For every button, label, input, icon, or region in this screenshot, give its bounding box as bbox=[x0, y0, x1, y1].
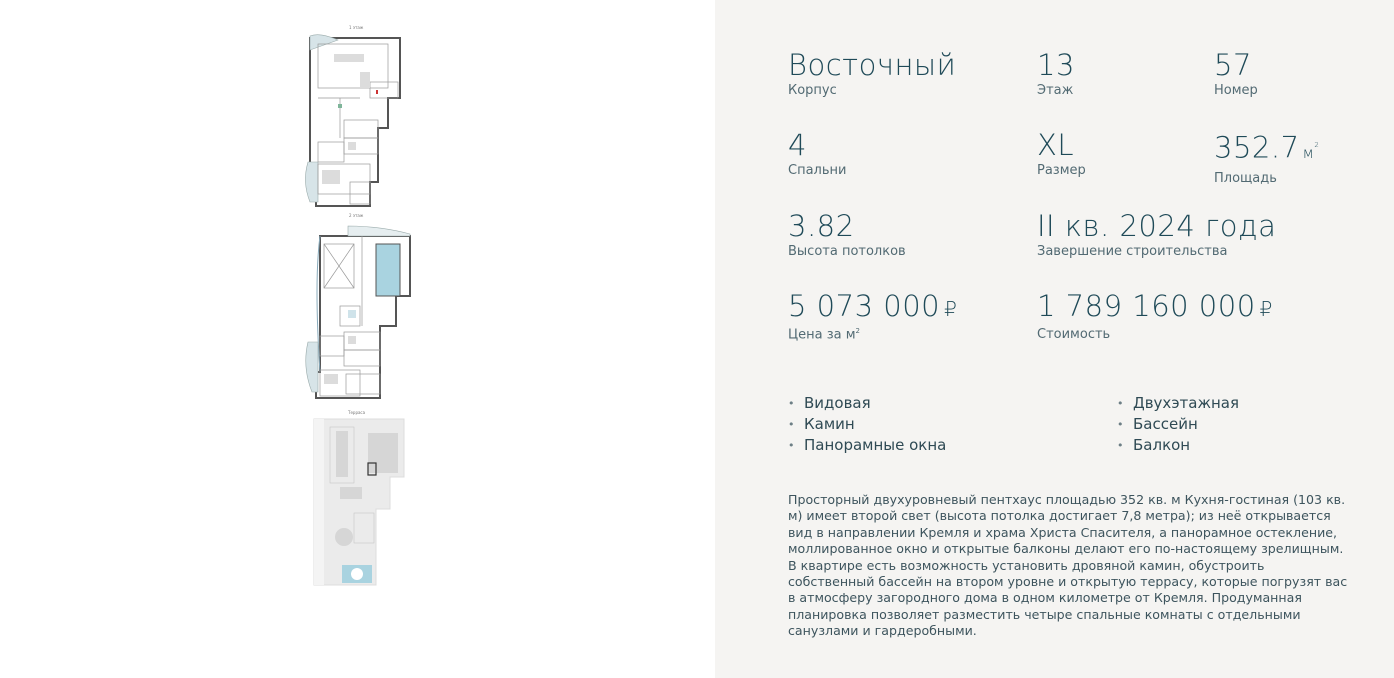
area-value-line bbox=[1214, 129, 1319, 169]
stat-ceiling bbox=[788, 210, 906, 259]
price-per-m2-label-sup: 2 bbox=[855, 327, 860, 335]
feature-item: • Двухэтажная bbox=[1117, 393, 1239, 414]
stat-building bbox=[788, 49, 956, 98]
area-unit-sup: 2 bbox=[1314, 141, 1320, 149]
features-list-left bbox=[788, 393, 946, 456]
stat-area bbox=[1214, 129, 1319, 186]
stat-price-per-m2 bbox=[788, 290, 957, 342]
price-per-m2-label: Цена за м bbox=[788, 327, 856, 343]
number-value: 57 bbox=[1214, 48, 1252, 82]
feature-item: • Камин bbox=[788, 414, 946, 435]
ceiling-value: 3.82 bbox=[788, 209, 855, 243]
price-per-m2-value: 5 073 000 bbox=[788, 289, 941, 323]
level2-label: 2 этаж bbox=[349, 213, 364, 218]
size-value: XL bbox=[1037, 128, 1075, 162]
feature-item: • Панорамные окна bbox=[788, 435, 946, 456]
price-per-m2-label-line bbox=[788, 327, 957, 342]
area-unit: м bbox=[1302, 143, 1315, 162]
ruble-icon: ₽ bbox=[1259, 297, 1273, 321]
total-price-value: 1 789 160 000 bbox=[1037, 289, 1256, 323]
building-label: Корпус bbox=[788, 83, 837, 98]
stat-floor bbox=[1037, 49, 1075, 98]
feature-item: • Видовая bbox=[788, 393, 946, 414]
floor-value: 13 bbox=[1037, 48, 1075, 82]
price-per-m2-line bbox=[788, 290, 957, 325]
level1-label: 1 этаж bbox=[349, 25, 364, 30]
floor-plan-level-1[interactable] bbox=[300, 32, 410, 208]
ceiling-label: Высота потолков bbox=[788, 244, 906, 259]
bedrooms-value: 4 bbox=[788, 128, 807, 162]
stat-completion bbox=[1037, 210, 1276, 259]
feature-item: • Бассейн bbox=[1117, 414, 1239, 435]
terrace-label: Терраса bbox=[348, 410, 366, 415]
number-label: Номер bbox=[1214, 83, 1258, 98]
floor-plan-terrace[interactable] bbox=[310, 417, 410, 587]
info-panel bbox=[715, 0, 1394, 678]
size-label: Размер bbox=[1037, 163, 1086, 178]
description: Просторный двухуровневый пентхаус площадью 352 кв. м Кухня-гостиная (103 кв. м) имеет второй свет (высота потолка достигает 7,8 метра); из неё открывается вид в направлении Кремля и храма Христа Спасителя, а панорамное остекление, моллированное окно и открытые балконы делают его по-настоящему зрелищным. В квартире есть возможность установить дровяной камин, обустроить собственный бассейн на втором уровне и открытую террасу, которые погрузят вас в атмосферу загородного дома в одном километре от Кремля. Продуманная планировка позволяет разместить четыре спальные комнаты с отдельными санузлами и гардеробными. bbox=[788, 492, 1348, 639]
floor-label: Этаж bbox=[1037, 83, 1074, 98]
stat-total-price bbox=[1037, 290, 1273, 342]
total-price-label: Стоимость bbox=[1037, 327, 1111, 342]
feature-item: • Балкон bbox=[1117, 435, 1239, 456]
completion-label: Завершение строительства bbox=[1037, 244, 1228, 259]
total-price-line bbox=[1037, 290, 1273, 325]
stat-bedrooms bbox=[788, 129, 846, 178]
area-value: 352.7 bbox=[1214, 130, 1300, 165]
floor-plan-level-2[interactable] bbox=[300, 222, 415, 402]
stat-number bbox=[1214, 49, 1258, 98]
building-value: Восточный bbox=[788, 48, 957, 82]
bedrooms-label: Спальни bbox=[788, 163, 847, 178]
features-list-right bbox=[1117, 393, 1239, 456]
completion-value: II кв. 2024 года bbox=[1037, 209, 1277, 243]
ruble-icon: ₽ bbox=[944, 297, 958, 321]
stat-size bbox=[1037, 129, 1086, 178]
area-label: Площадь bbox=[1214, 170, 1277, 186]
